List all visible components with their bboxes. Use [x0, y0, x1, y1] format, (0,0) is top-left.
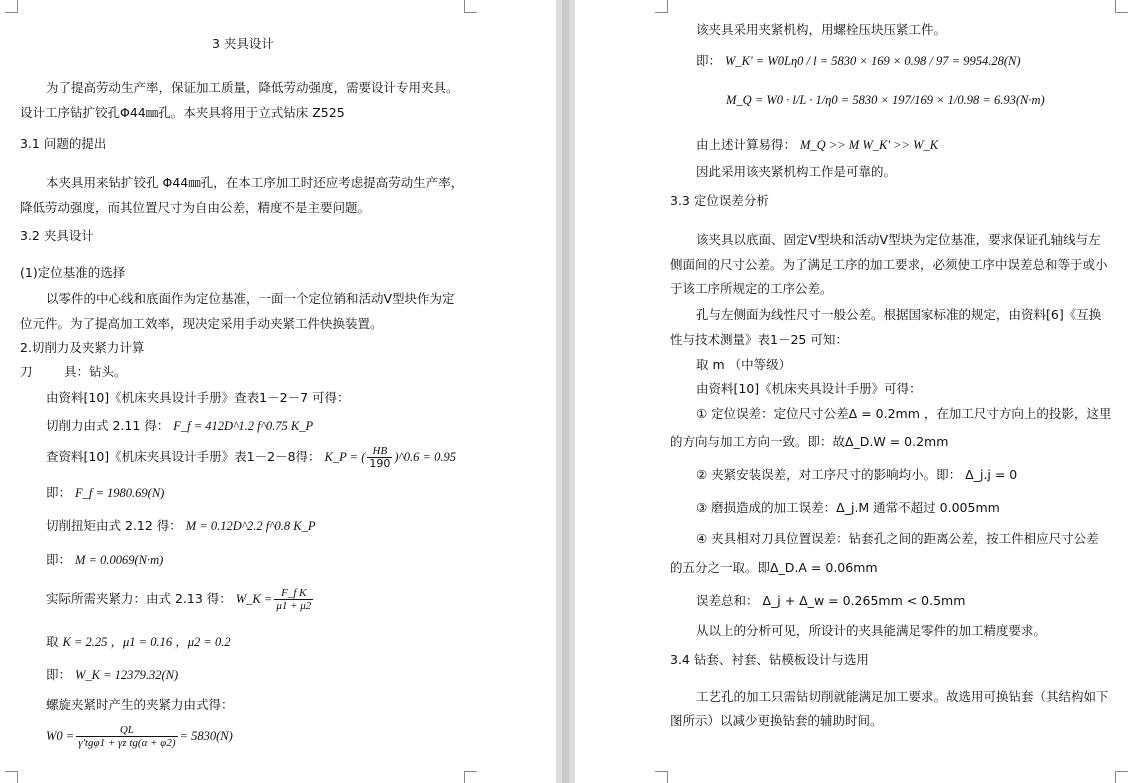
- paragraph-line: 误差总和： Δ_j + Δ_w = 0.265mm < 0.5mm: [696, 593, 966, 608]
- formula-label: 即：: [696, 53, 722, 68]
- formula-label: 实际所需夹紧力：由式 2.13 得：: [46, 591, 232, 606]
- formula-line: [46, 552, 163, 568]
- screw-rhs: = 5830(N): [179, 729, 233, 743]
- section-heading: 3.1 问题的提出: [20, 136, 107, 151]
- document-page-left: [0, 0, 556, 783]
- kp-denominator: 190: [369, 457, 391, 470]
- paragraph-line: 孔与左侧面为线性尺寸一般公差。根据国家标准的规定，由资料[6]《互换: [696, 307, 1102, 322]
- formula-line: [46, 587, 315, 612]
- paragraph-line: ④ 夹具相对刀具位置误差：钻套孔之间的距离公差，按工件相应尺寸公差: [696, 531, 1099, 546]
- formula-label: 即：: [46, 667, 72, 682]
- screw-denominator: γ'tgφ1 + γz tg(α + φ2): [78, 737, 176, 749]
- page-corner-mark: [1115, 0, 1128, 13]
- formula-line: [46, 445, 456, 470]
- paragraph-line: 该夹具采用夹紧机构，用螺栓压块压紧工件。: [696, 22, 947, 37]
- wk-value: W_K = 12379.32(N): [75, 668, 179, 682]
- kp-formula-lhs: K_P = (: [324, 450, 366, 464]
- page-corner-mark: [1115, 771, 1128, 783]
- calc-formula: M_Q >> M W_K' >> W_K: [800, 138, 939, 152]
- page-corner-mark: [5, 0, 18, 13]
- paragraph-line: ③ 磨损造成的加工误差：Δ_j.M 通常不超过 0.005mm: [696, 500, 1000, 515]
- paragraph-line: 侧面间的尺寸公差。为了满足工序的加工要求，必须使工序中误差总和等于或小: [670, 257, 1108, 272]
- paragraph-line: 为了提高劳动生产率，保证加工质量，降低劳动强度，需要设计专用夹具。: [46, 80, 459, 95]
- paragraph-line: 螺旋夹紧时产生的夹紧力由式得：: [46, 697, 234, 712]
- page-corner-mark: [464, 0, 477, 13]
- formula-label: 即：: [46, 485, 72, 500]
- wk2-formula: W_K' = W0Lη0 / l = 5830 × 169 × 0.98 / 97 = 9954.28(N): [725, 54, 1021, 68]
- formula-label: 即：: [46, 552, 72, 567]
- formula-line: [696, 53, 1021, 69]
- paragraph-line: 由资料[10]《机床夹具设计手册》查表1－2－7 可得：: [46, 390, 350, 405]
- document-page-right: [575, 0, 1134, 783]
- paragraph-line: ② 夹紧安装误差，对工序尺寸的影响均小。即： Δ_j.j = 0: [696, 467, 1018, 482]
- formula-line: [46, 667, 178, 683]
- formula-line: [696, 137, 938, 153]
- page-corner-mark: [464, 771, 477, 783]
- subheading: 2.切削力及夹紧力计算: [20, 340, 145, 355]
- paragraph-line: 于该工序所规定的工序公差。: [670, 281, 833, 296]
- params-value: K = 2.25 ，μ1 = 0.16 ，μ2 = 0.2: [62, 635, 231, 649]
- page-corner-mark: [655, 771, 668, 783]
- paragraph-line: 本夹具用来钻扩铰孔 Φ44㎜孔，在本工序加工时还应考虑提高劳动生产率，: [46, 175, 464, 190]
- paragraph-line: ① 定位误差：定位尺寸公差Δ = 0.2mm ，在加工尺寸方向上的投影，这里: [696, 406, 1112, 421]
- paragraph-line: 该夹具以底面、固定Ⅴ型块和活动Ⅴ型块为定位基准，要求保证孔轴线与左: [696, 232, 1101, 247]
- mq-formula: M_Q = W0 · l/L · 1/η0 = 5830 × 197/169 × 1/0.98 = 6.93(N·m): [726, 93, 1045, 107]
- formula-line: [726, 92, 1045, 108]
- paragraph-line: 以零件的中心线和底面作为定位基准，一面一个定位销和活动Ⅴ型块作为定: [46, 291, 455, 306]
- section-heading: 3.4 钻套、衬套、钻模板设计与选用: [670, 652, 869, 667]
- formula-label: 切削力由式 2.11 得：: [46, 418, 170, 433]
- paragraph-line: 刀: [20, 364, 33, 379]
- screw-fraction: [76, 724, 177, 749]
- formula-line: [46, 518, 316, 534]
- formula-label: 取: [46, 634, 59, 649]
- paragraph-line: 取 m （中等级）: [696, 357, 792, 372]
- formula-line: [46, 418, 313, 434]
- page-corner-mark: [5, 771, 18, 783]
- paragraph-line: 的五分之一取。即Δ_D.A = 0.06mm: [670, 560, 878, 575]
- paragraph-line: 工艺孔的加工只需钻切削就能满足加工要求。故选用可换钻套（其结构如下: [696, 689, 1109, 704]
- torque-formula: M = 0.12D^2.2 f^0.8 K_P: [185, 519, 316, 533]
- paragraph-line: 的方向与加工方向一致。即：故Δ_D.W = 0.2mm: [670, 434, 949, 449]
- subheading: (1)定位基准的选择: [20, 265, 126, 280]
- kp-formula-rhs: )^0.6 = 0.95: [394, 450, 456, 464]
- clamp-lhs: W_K =: [235, 592, 273, 606]
- paragraph-line: 因此采用该夹紧机构工作是可靠的。: [696, 164, 897, 179]
- clamp-numerator: F_f K: [274, 587, 313, 600]
- kp-fraction: [367, 445, 392, 470]
- paragraph-line: 从以上的分析可见，所设计的夹具能满足零件的加工精度要求。: [696, 623, 1047, 638]
- paragraph-line: 图所示）以减少更换钻套的辅助时间。: [670, 713, 883, 728]
- ff-value: F_f = 1980.69(N): [75, 486, 165, 500]
- section-title: 3 夹具设计: [212, 36, 274, 51]
- formula-label: 查资料[10]《机床夹具设计手册》表1－2－8得：: [46, 449, 321, 464]
- screw-numerator: QL: [76, 724, 177, 737]
- page-corner-mark: [655, 0, 668, 13]
- paragraph-line: 设计工序钻扩铰孔Φ44㎜孔。本夹具将用于立式钻床 Z525: [20, 105, 345, 120]
- kp-numerator: HB: [367, 445, 392, 458]
- section-heading: 3.3 定位误差分析: [670, 193, 769, 208]
- paragraph-line: 由资料[10]《机床夹具设计手册》可得：: [696, 381, 922, 396]
- paragraph-line: 性与技术测量》表1－25 可知：: [670, 332, 848, 347]
- paragraph-line: 具：钻头。: [64, 364, 127, 379]
- clamp-fraction: [274, 587, 313, 612]
- formula-label: 由上述计算易得：: [696, 137, 797, 152]
- screw-lhs: W0 =: [46, 729, 75, 743]
- formula-line: [46, 634, 231, 650]
- formula-line: [46, 485, 164, 501]
- m-value: M = 0.0069(N·m): [75, 553, 164, 567]
- cut-force-formula: F_f = 412D^1.2 f^0.75 K_P: [173, 419, 314, 433]
- formula-line: [46, 724, 233, 749]
- scrollbar-track[interactable]: [562, 0, 569, 783]
- section-heading: 3.2 夹具设计: [20, 228, 94, 243]
- paragraph-line: 降低劳动强度，而其位置尺寸为自由公差，精度不是主要问题。: [20, 200, 371, 215]
- clamp-denominator: μ1 + μ2: [276, 600, 312, 612]
- formula-label: 切削扭矩由式 2.12 得：: [46, 518, 182, 533]
- paragraph-line: 位元件。为了提高加工效率，现决定采用手动夹紧工件快换装置。: [20, 316, 383, 331]
